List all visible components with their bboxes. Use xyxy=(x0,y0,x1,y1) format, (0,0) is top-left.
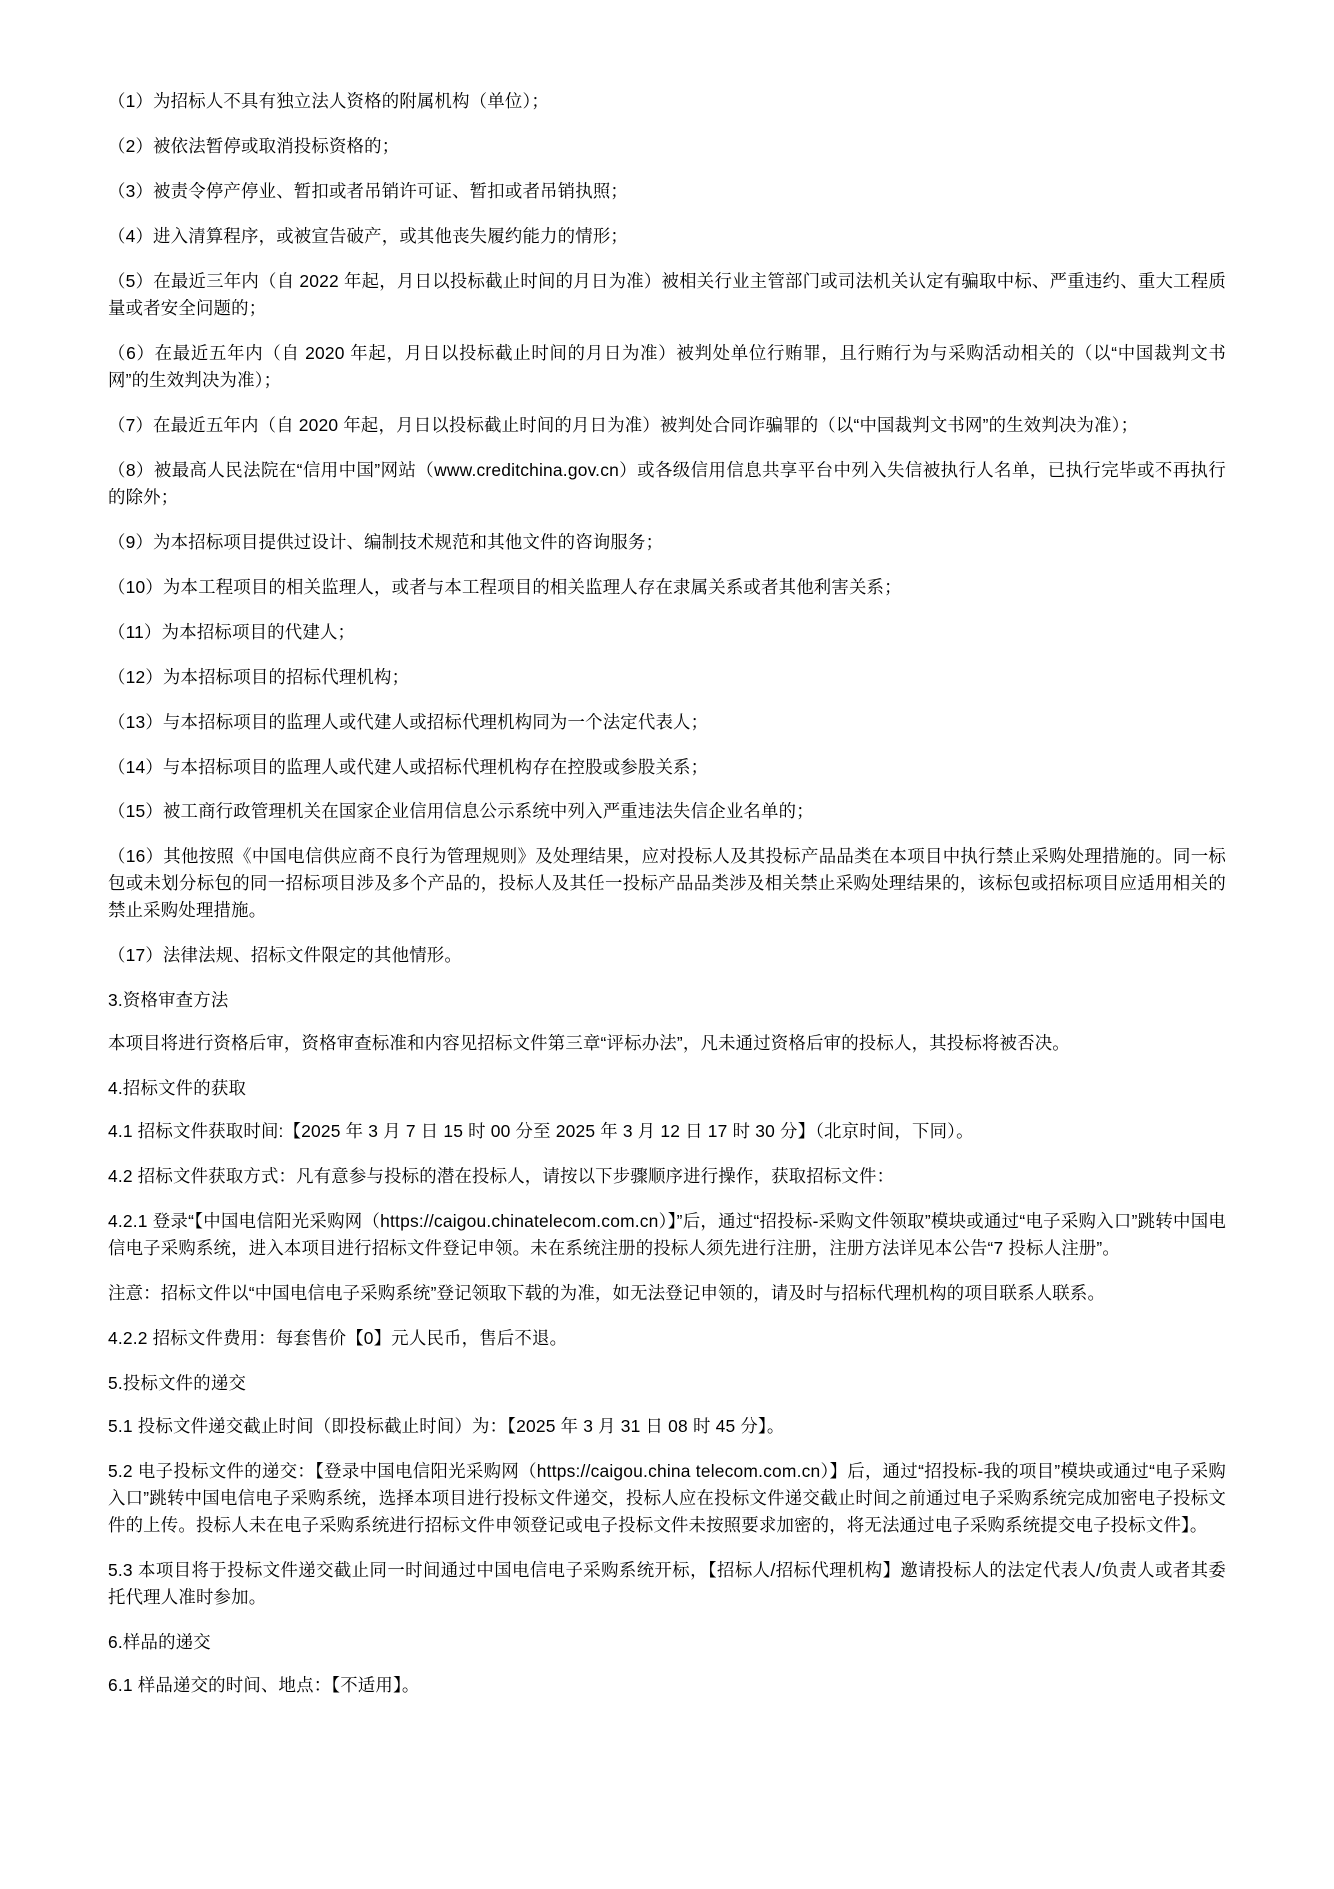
section-6-1: 6.1 样品递交的时间、地点：【不适用】。 xyxy=(108,1674,420,1695)
section-5-1: 5.1 投标文件递交截止时间（即投标截止时间）为：【2025 年 3 月 31 日 08 时 45 分】。 xyxy=(108,1416,785,1436)
clause-item-12: （12）为本招标项目的招标代理机构； xyxy=(108,666,410,687)
clause-item-1: （1）为招标人不具有独立法人资格的附属机构（单位）； xyxy=(108,91,549,111)
clause-item-14: （14）与本招标项目的监理人或代建人或招标代理机构存在控股或参股关系； xyxy=(108,756,709,777)
section-5-3: 5.3 本项目将于投标文件递交截止同一时间通过中国电信电子采购系统开标，【招标人/招标代理机构】邀请投标人的法定代表人/负责人或者其委托代理人准时参加。 xyxy=(108,1559,1226,1607)
section-heading-5: 5.投标文件的递交 xyxy=(108,1373,247,1394)
clause-item-15: （15）被工商行政管理机关在国家企业信用信息公示系统中列入严重违法失信企业名单的； xyxy=(108,801,814,822)
section-4-1: 4.1 招标文件获取时间:【2025 年 3 月 7 日 15 时 00 分至 2025 年 3 月 12 日 17 时 30 分】（北京时间，下同）。 xyxy=(108,1121,974,1142)
clause-item-16: （16）其他按照《中国电信供应商不良行为管理规则》及处理结果，应对投标人及其投标产品品类在本项目中执行禁止采购处理措施的。同一标包或未划分标包的同一招标项目涉及多个产品的，投标人及其任一投标产品品类涉及相关禁止采购处理结果的，该标包或招标项目应适用相关的禁止采购处理措施。 xyxy=(108,846,1226,921)
clause-item-7: （7）在最近五年内（自 2020 年起，月日以投标截止时间的月日为准）被判处合同诈骗罪的（以“中国裁判文书网”的生效判决为准）； xyxy=(108,414,1139,435)
section-4-2: 4.2 招标文件获取方式：凡有意参与投标的潜在投标人，请按以下步骤顺序进行操作，获取招标文件： xyxy=(108,1166,895,1187)
section-4-2-2: 4.2.2 招标文件费用：每套售价【0】元人民币，售后不退。 xyxy=(108,1328,568,1349)
clause-item-5: （5）在最近三年内（自 2022 年起，月日以投标截止时间的月日为准）被相关行业主管部门或司法机关认定有骗取中标、严重违约、重大工程质量或者安全问题的； xyxy=(108,270,1226,318)
clause-item-3: （3）被责令停产停业、暂扣或者吊销许可证、暂扣或者吊销执照； xyxy=(108,180,629,201)
section-heading-6: 6.样品的递交 xyxy=(108,1631,211,1652)
clause-item-17: （17）法律法规、招标文件限定的其他情形。 xyxy=(108,945,462,966)
section-5-2: 5.2 电子投标文件的递交：【登录中国电信阳光采购网（https://caigou.china telecom.com.cn）】后，通过“招投标-我的项目”模块或通过“电子采购入口”跳转中国电信电子采购系统，选择本项目进行投标文件递交，投标人应在投标文件递交截止时间之前通过电子采购系统完成加密电子投标文件的上传。投标人未在电子采购系统进行招标文件申领登记或电子投标文件未按照要求加密的，将无法通过电子采购系统提交电子投标文件】。 xyxy=(108,1460,1226,1535)
section-heading-3: 3.资格审查方法 xyxy=(108,990,229,1011)
clause-item-4: （4）进入清算程序，或被宣告破产，或其他丧失履约能力的情形； xyxy=(108,225,629,246)
section-3-body: 本项目将进行资格后审，资格审查标准和内容见招标文件第三章“评标办法”，凡未通过资格后审的投标人，其投标将被否决。 xyxy=(108,1033,1070,1054)
clause-item-6: （6）在最近五年内（自 2020 年起，月日以投标截止时间的月日为准）被判处单位行贿罪，且行贿行为与采购活动相关的（以“中国裁判文书网”的生效判决为准）； xyxy=(108,342,1226,390)
document-body xyxy=(108,88,1226,1699)
clause-item-11: （11）为本招标项目的代建人； xyxy=(108,621,356,642)
section-heading-4: 4.招标文件的获取 xyxy=(108,1078,247,1099)
section-4-2-1: 4.2.1 登录“【中国电信阳光采购网（https://caigou.chinatelecom.com.cn）】”后，通过“招投标-采购文件领取”模块或通过“电子采购入口”跳转中国电信电子采购系统，进入本项目进行招标文件登记申领。未在系统注册的投标人须先进行注册，注册方法详见本公告“7 投标人注册”。 xyxy=(108,1211,1226,1259)
section-4-2-1-note: 注意：招标文件以“中国电信电子采购系统”登记领取下载的为准，如无法登记申领的，请及时与招标代理机构的项目联系人联系。 xyxy=(108,1283,1106,1304)
clause-item-2: （2）被依法暂停或取消投标资格的； xyxy=(108,135,400,156)
clause-item-13: （13）与本招标项目的监理人或代建人或招标代理机构同为一个法定代表人； xyxy=(108,711,709,732)
clause-item-9: （9）为本招标项目提供过设计、编制技术规范和其他文件的咨询服务； xyxy=(108,531,664,552)
clause-item-10: （10）为本工程项目的相关监理人，或者与本工程项目的相关监理人存在隶属关系或者其他利害关系； xyxy=(108,576,902,597)
clause-item-8: （8）被最高人民法院在“信用中国”网站（www.creditchina.gov.cn）或各级信用信息共享平台中列入失信被执行人名单，已执行完毕或不再执行的除外； xyxy=(108,459,1226,507)
